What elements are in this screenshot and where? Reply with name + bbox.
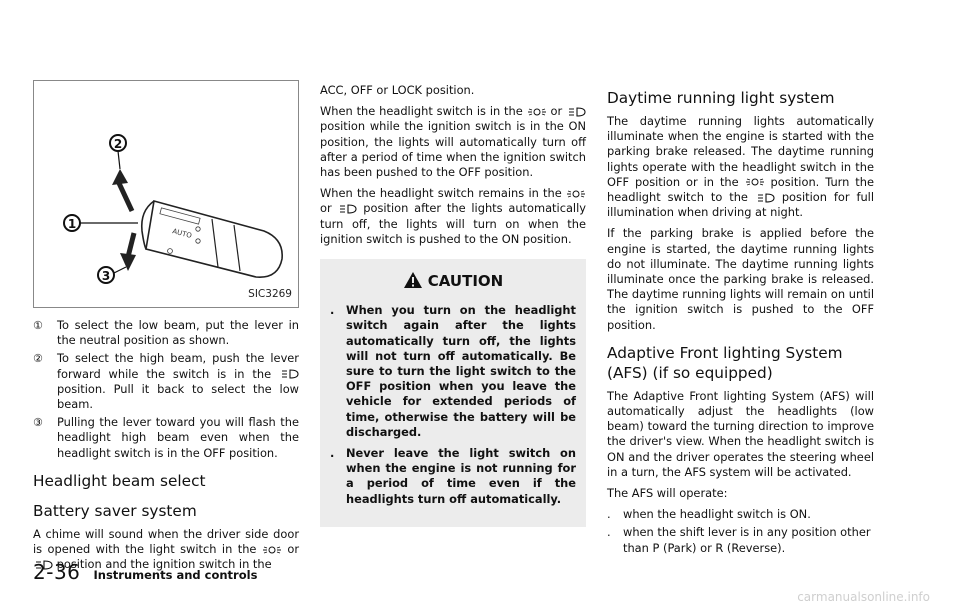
legend-num: ③ [33, 416, 43, 430]
text: The daytime running lights automatically illuminate when the engine is started with the parking brake released. The daytime running lights operate with the headlight switch in the OFF position or in the [607, 114, 874, 189]
headlight-icon [279, 369, 299, 379]
lever-figure [33, 80, 299, 308]
parking-light-icon [745, 177, 765, 187]
text: or [320, 201, 332, 216]
legend-num: ① [33, 319, 43, 332]
legend-item-2 [33, 351, 299, 412]
warning-triangle-icon [403, 271, 423, 289]
parking-light-icon [527, 107, 547, 117]
figure-caption: SIC3269 [248, 287, 292, 300]
callout-1: 1 [67, 217, 77, 231]
text: When the headlight switch remains in the [320, 186, 562, 201]
legend-text: To select the low beam, put the lever in the neutral position as shown. [57, 318, 299, 348]
column-2 [320, 83, 586, 527]
battery-saver-paragraph-2 [320, 104, 586, 180]
drl-paragraph-1 [607, 114, 874, 220]
text: position and the ignition switch in the [56, 557, 272, 572]
heading-battery-saver: Battery saver system [33, 501, 197, 520]
caution-heading [330, 271, 576, 289]
bullet-dot: . [607, 507, 611, 522]
text: position after the lights automatically turn off, the lights will turn on when the ignition switch is pushed to the ON position. [320, 201, 587, 246]
battery-saver-paragraph-3 [320, 186, 586, 247]
text: A chime will sound when the driver side door is opened with the light switch in the [33, 526, 299, 557]
column-1 [33, 80, 299, 578]
text: When the headlight switch is in the [320, 104, 523, 119]
afs-bullet-text: when the headlight switch is ON. [623, 507, 811, 522]
legend-item-1 [33, 318, 299, 348]
bullet-dot: . [330, 446, 335, 461]
parking-light-icon [566, 189, 586, 199]
heading-afs: Adaptive Front lighting System (AFS) (if so equipped) [607, 343, 843, 382]
text: or [287, 542, 300, 557]
page-number: 2-36 [33, 560, 81, 584]
legend-text-pre: To select the high beam, push the lever forward while the switch is in the [57, 351, 299, 381]
caution-text: When you turn on the headlight switch again after the lights automatically turn off, the lights will not turn off automatically. Be sure to turn the light switch to the OFF position when you leave the vehicle for extended periods of time, otherwise the battery will be discharged. [346, 303, 576, 439]
afs-bullet-text: when the shift lever is in any position other than P (Park) or R (Reverse). [623, 525, 871, 555]
legend-text: Pulling the lever toward you will flash the headlight high beam even when the headlight switch is in the OFF position. [57, 415, 299, 460]
text: position. Turn the headlight switch to the [607, 174, 874, 205]
section-title: Instruments and controls [93, 568, 258, 582]
caution-text: Never leave the light switch on when the engine is not running for a period of time even if the headlights turn off automatically. [346, 446, 576, 506]
headlight-icon [337, 204, 357, 214]
headlight-lever-illustration [34, 81, 298, 307]
callout-3: 3 [101, 269, 111, 283]
battery-saver-paragraph-1-cont: ACC, OFF or LOCK position. [320, 83, 475, 97]
headlight-icon [755, 193, 775, 203]
text: position while the ignition switch is in the ON position, the lights will automatically turn off after a period of time when the ignition switch has been pushed to the OFF position. [320, 119, 586, 180]
heading-daytime-running-light: Daytime running light system [607, 89, 835, 107]
caution-item [330, 303, 576, 440]
caution-box [320, 259, 586, 527]
afs-paragraph-2: The AFS will operate: [607, 486, 728, 501]
lever-label-auto: AUTO [171, 227, 193, 241]
afs-paragraph-1: The Adaptive Front lighting System (AFS) will automatically adjust the headlights (low beam) toward the turning direction to improve the driver's view. When the headlight switch is ON and the driver operates the steering wheel in a turn, the AFS system will be activated. [607, 388, 874, 479]
caution-item [330, 446, 576, 507]
legend-text-post: position. Pull it back to select the low beam. [57, 381, 299, 412]
column-3 [607, 88, 874, 559]
page-footer [33, 560, 257, 584]
text: or [550, 104, 563, 119]
bullet-dot: . [607, 525, 611, 540]
afs-bullet [607, 507, 874, 522]
callout-2: 2 [113, 137, 123, 151]
afs-bullet [607, 525, 874, 555]
legend-item-3 [33, 415, 299, 461]
heading-headlight-beam-select: Headlight beam select [33, 471, 206, 490]
legend-text [57, 351, 299, 412]
text: position for full illumination when driving at night. [607, 190, 875, 220]
legend-num: ② [33, 352, 43, 366]
headlight-icon [566, 107, 586, 117]
drl-paragraph-2: If the parking brake is applied before the engine is started, the daytime running lights do not illuminate. The daytime running lights illuminate once the parking brake is released. The daytime running lights will remain on until the ignition switch is pushed to the OFF position. [607, 226, 874, 332]
bullet-dot: . [330, 303, 335, 318]
watermark: carmanualsonline.info [797, 590, 930, 604]
parking-light-icon [262, 545, 282, 555]
caution-title: CAUTION [427, 272, 504, 291]
